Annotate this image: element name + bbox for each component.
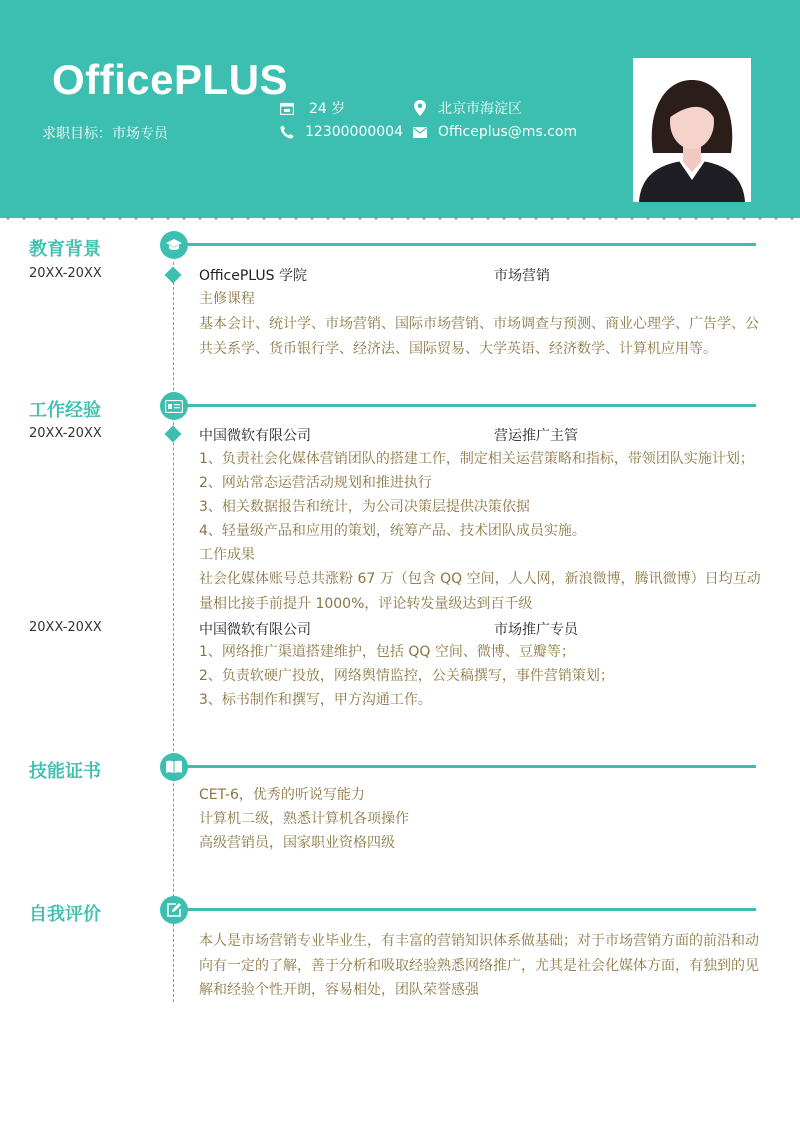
job-duty: 1、网络推广渠道搭建维护，包括 QQ 空间、微博、豆瓣等； bbox=[199, 644, 575, 660]
profile-photo bbox=[633, 58, 751, 202]
major-name: 市场营销 bbox=[494, 268, 550, 284]
job-duty: 3、相关数据报告和统计，为公司决策层提供决策依据 bbox=[199, 499, 530, 515]
calendar-icon bbox=[279, 100, 295, 116]
timeline-marker bbox=[165, 426, 182, 443]
job-date: 20XX-20XX bbox=[29, 426, 102, 441]
section-divider-work bbox=[186, 404, 756, 407]
header-zigzag-edge bbox=[0, 208, 800, 220]
section-divider-education bbox=[186, 243, 756, 246]
timeline-marker bbox=[165, 267, 182, 284]
skill-item: CET-6，优秀的听说写能力 bbox=[199, 787, 365, 803]
job-duty: 4、轻量级产品和应用的策划，统筹产品、技术团队成员实施。 bbox=[199, 523, 586, 539]
section-title-education: 教育背景 bbox=[29, 239, 101, 260]
candidate-name: OfficePLUS bbox=[52, 56, 289, 103]
age-text: 24 岁 bbox=[309, 101, 346, 117]
company-name: 中国微软有限公司 bbox=[199, 622, 311, 638]
skill-item: 计算机二级，熟悉计算机各项操作 bbox=[199, 811, 409, 827]
timeline-line bbox=[173, 262, 174, 1002]
courses-list: 基本会计、统计学、市场营销、国际市场营销、市场调查与预测、商业心理学、广告学、公共关系学、货币银行学、经济法、国际贸易、大学英语、经济数学、计算机应用等。 bbox=[199, 316, 759, 357]
envelope-icon bbox=[412, 124, 428, 140]
section-title-skills: 技能证书 bbox=[29, 761, 101, 782]
graduation-cap-icon bbox=[160, 231, 188, 259]
edit-icon bbox=[160, 896, 188, 924]
section-title-work: 工作经验 bbox=[29, 400, 101, 421]
phone-text[interactable]: 12300000004 bbox=[305, 124, 403, 140]
email-text[interactable]: Officeplus@ms.com bbox=[438, 124, 578, 140]
job-position: 市场推广专员 bbox=[494, 622, 578, 638]
achievement-text: 社会化媒体账号总共涨粉 67 万（包含 QQ 空间，人人网，新浪微博，腾讯微博）日均互动量相比接手前提升 1000%，评论转发量级达到百千级 bbox=[199, 571, 761, 612]
education-date: 20XX-20XX bbox=[29, 266, 102, 281]
age-info bbox=[279, 98, 345, 118]
id-card-icon bbox=[160, 392, 188, 420]
location-text: 北京市海淀区 bbox=[438, 101, 522, 117]
job-position: 营运推广主管 bbox=[494, 428, 578, 444]
job-duty: 2、负责软硬广投放，网络舆情监控，公关稿撰写，事件营销策划； bbox=[199, 668, 614, 684]
job-objective: 求职目标：市场专员 bbox=[42, 126, 168, 142]
skill-item: 高级营销员，国家职业资格四级 bbox=[199, 835, 395, 851]
phone-info bbox=[279, 122, 403, 142]
job-duty: 1、负责社会化媒体营销团队的搭建工作，制定相关运营策略和指标，带领团队实施计划； bbox=[199, 451, 754, 467]
company-name: 中国微软有限公司 bbox=[199, 428, 311, 444]
school-name: OfficePLUS 学院 bbox=[199, 268, 307, 284]
location-info bbox=[412, 98, 522, 118]
job-duty: 3、标书制作和撰写，甲方沟通工作。 bbox=[199, 692, 432, 708]
location-pin-icon bbox=[412, 100, 428, 116]
book-icon bbox=[160, 753, 188, 781]
self-evaluation-text: 本人是市场营销专业毕业生，有丰富的营销知识体系做基础；对于市场营销方面的前沿和动向有一定的了解，善于分析和吸取经验熟悉网络推广，尤其是社会化媒体方面，有独到的见解和经验个性开朗，容易相处，团队荣誉感强 bbox=[199, 933, 759, 998]
courses-label: 主修课程 bbox=[199, 291, 255, 307]
job-duty: 2、网站常态运营活动规划和推进执行 bbox=[199, 475, 432, 491]
job-date: 20XX-20XX bbox=[29, 620, 102, 635]
phone-icon bbox=[279, 124, 295, 140]
section-divider-skills bbox=[186, 765, 756, 768]
achievement-label: 工作成果 bbox=[199, 547, 255, 563]
section-title-self-eval: 自我评价 bbox=[29, 904, 101, 925]
section-divider-self-eval bbox=[186, 908, 756, 911]
email-info bbox=[412, 122, 577, 142]
